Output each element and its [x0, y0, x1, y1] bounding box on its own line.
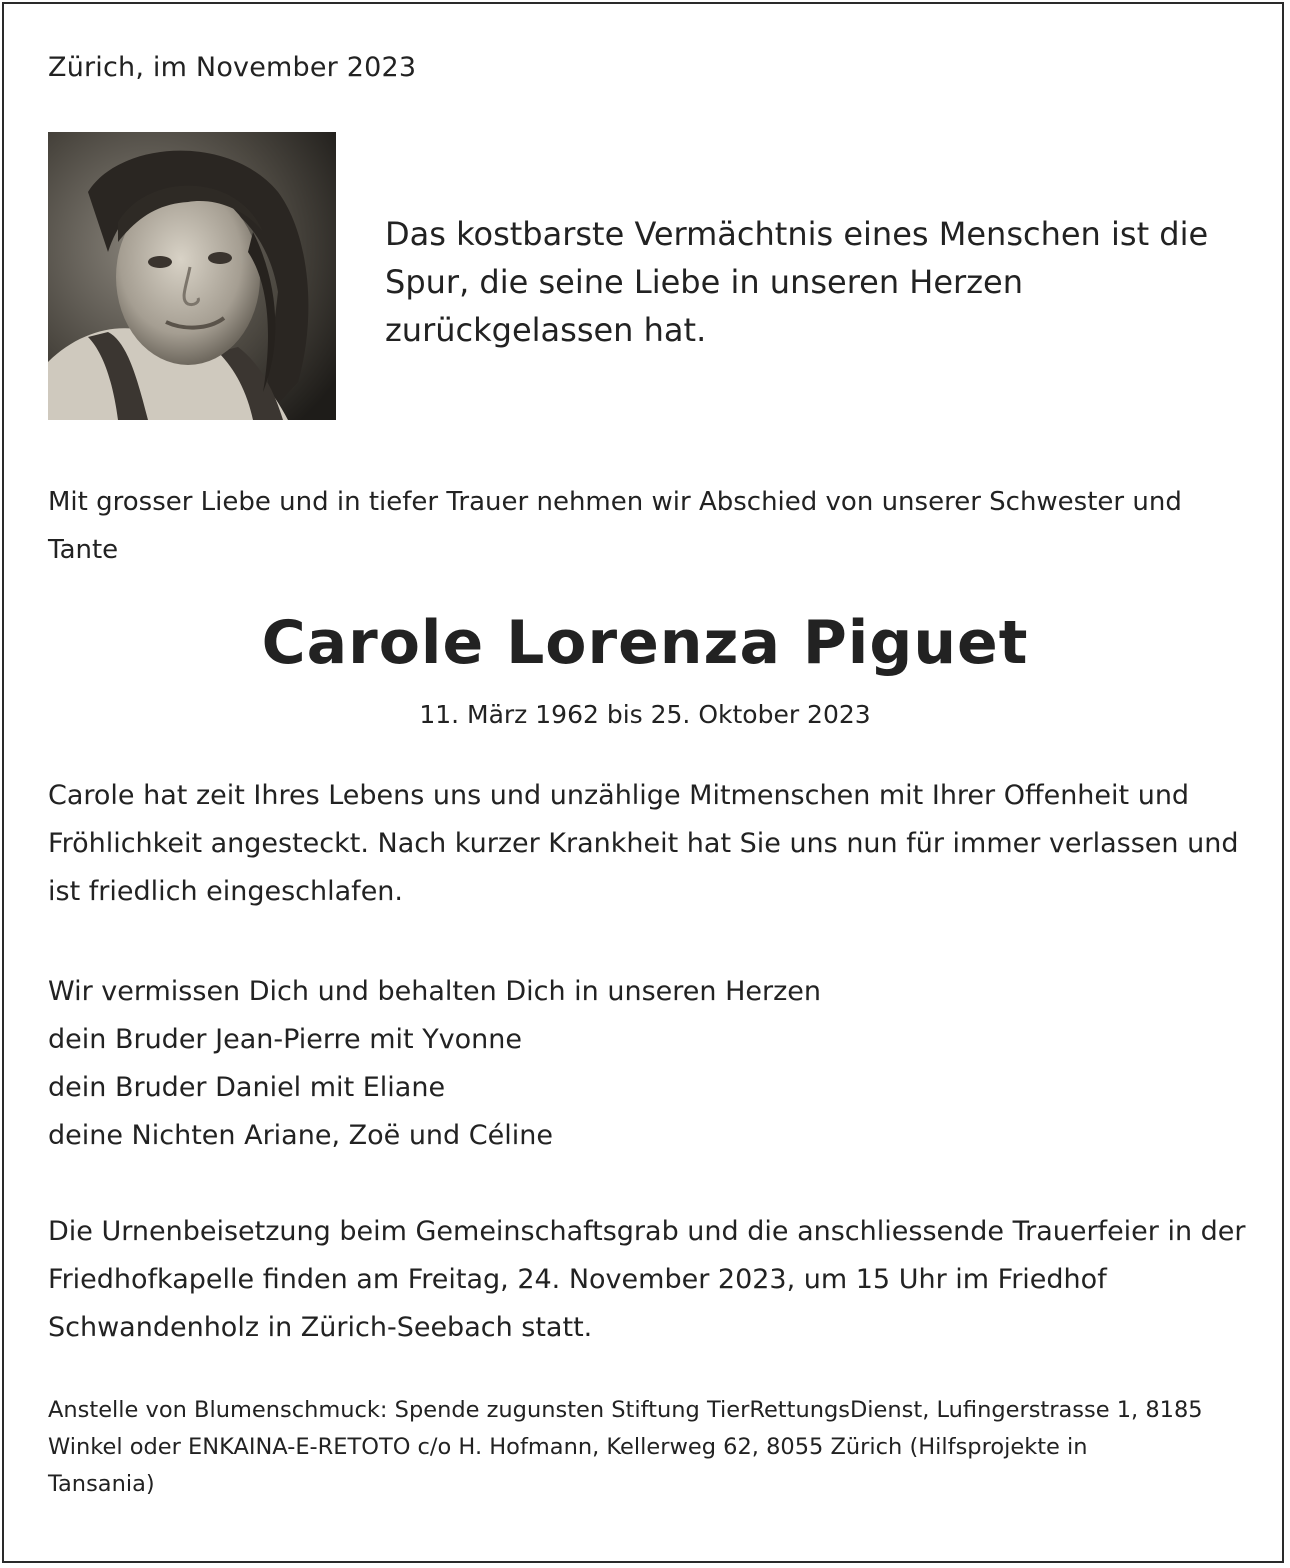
family-line: deine Nichten Ariane, Zoë und Céline	[48, 1120, 553, 1151]
donation-line: Winkel oder ENKAINA-E-RETOTO c/o H. Hofmann, Kellerweg 62, 8055 Zürich (Hilfsprojekte in	[48, 1434, 1088, 1460]
memorial-quote	[385, 210, 1245, 354]
quote-line: zurückgelassen hat.	[385, 311, 707, 349]
ceremony-line: Die Urnenbeisetzung beim Gemeinschaftsgrab und die anschliessende Trauerfeier in der	[48, 1216, 1246, 1247]
quote-line: Das kostbarste Vermächtnis eines Menschen ist die	[385, 215, 1209, 253]
family-line: dein Bruder Daniel mit Eliane	[48, 1072, 446, 1103]
story-line: ist friedlich eingeschlafen.	[48, 876, 403, 907]
intro-text	[48, 478, 1238, 574]
donation-line: Anstelle von Blumenschmuck: Spende zugunsten Stiftung TierRettungsDienst, Lufingerstrasse 1, 8185	[48, 1397, 1203, 1423]
portrait-photo	[48, 132, 336, 420]
ceremony-line: Friedhofkapelle finden am Freitag, 24. November 2023, um 15 Uhr im Friedhof	[48, 1264, 1107, 1295]
ceremony-paragraph	[48, 1208, 1248, 1352]
intro-line: Mit grosser Liebe und in tiefer Trauer nehmen wir Abschied von unserer Schwester und	[48, 487, 1182, 517]
family-signature	[48, 968, 1248, 1160]
story-line: Fröhlichkeit angesteckt. Nach kurzer Krankheit hat Sie uns nun für immer verlassen und	[48, 828, 1239, 859]
donation-note	[48, 1392, 1243, 1503]
life-dates: 11. März 1962 bis 25. Oktober 2023	[419, 700, 871, 729]
family-line: dein Bruder Jean-Pierre mit Yvonne	[48, 1024, 523, 1055]
story-line: Carole hat zeit Ihres Lebens uns und unzählige Mitmenschen mit Ihrer Offenheit und	[48, 780, 1190, 811]
place-date: Zürich, im November 2023	[48, 52, 417, 83]
story-paragraph	[48, 772, 1248, 916]
deceased-name: Carole Lorenza Piguet	[261, 608, 1029, 678]
family-line: Wir vermissen Dich und behalten Dich in unseren Herzen	[48, 976, 821, 1007]
quote-line: Spur, die seine Liebe in unseren Herzen	[385, 263, 1023, 301]
donation-line: Tansania)	[48, 1471, 155, 1497]
ceremony-line: Schwandenholz in Zürich-Seebach statt.	[48, 1312, 593, 1343]
intro-line: Tante	[48, 535, 119, 565]
